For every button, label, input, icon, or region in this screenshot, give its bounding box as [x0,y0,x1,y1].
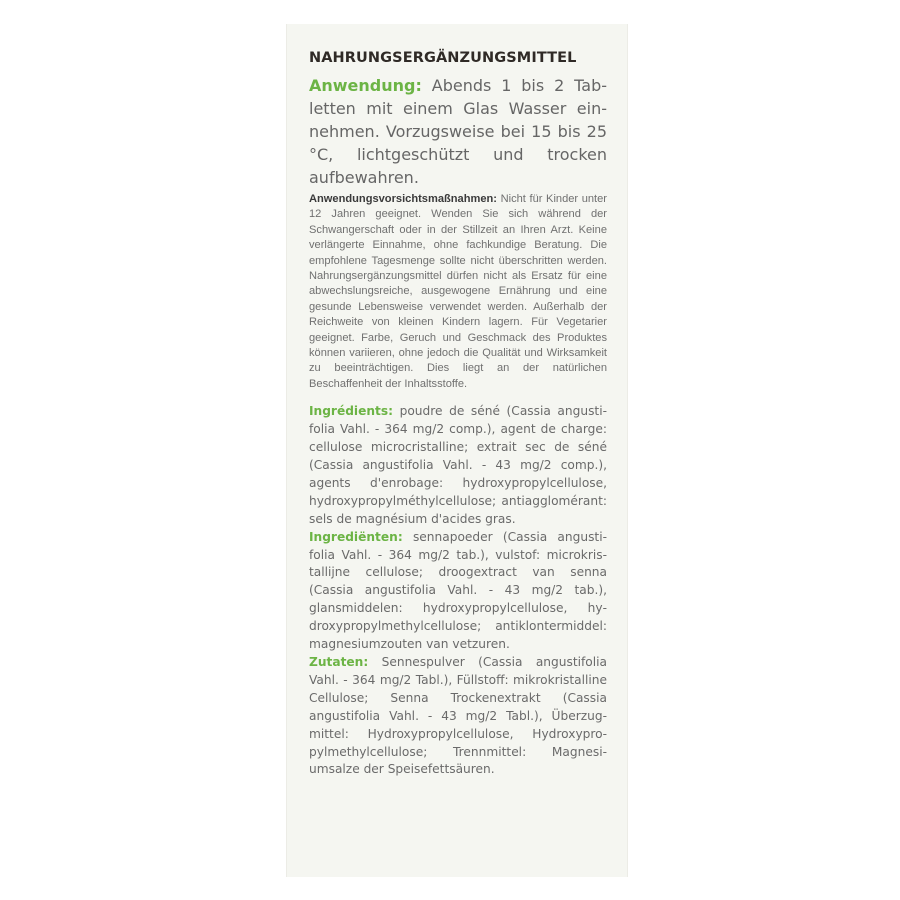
label-content [309,46,607,779]
usage-text: Abends 1 bis 2 Tabletten mit einem Glas Wasser einnehmen. Vorzugsweise bei 15 bis 25 °C, lichtgeschützt und trocken aufbewahren. [309,76,607,187]
precautions-text: Nicht für Kinder unter 12 Jahren geeignet. Wenden Sie sich während der Schwangerschaft oder in der Stillzeit an Ihren Arzt. Keine verlängerte Einnahme, ohne fachkundige Beratung. Die empfohlene Tagesmenge sollte nicht überschritten werden. Nahrungsergänzungsmittel dürfen nicht als Ersatz für eine abwechslungsreiche, ausgewogene Ernährung und eine gesunde Lebensweise verwendet werden. Außerhalb der Reichweite von kleinen Kindern lagern. Für Vegetarier geeignet. Farbe, Geruch und Geschmack des Produktes können variieren, ohne jedoch die Qualität und Wirksamkeit zu beeinträchtigen. Dies liegt an der natürlichen Beschaffenheit der Inhaltsstoffe. [309,193,607,390]
ingredients-de-paragraph [309,654,607,779]
ingredients-fr-paragraph [309,403,607,528]
usage-paragraph [309,74,607,189]
product-category-title: NAHRUNGSERGÄNZUNGSMITTEL [309,50,577,66]
ingredients-nl-label: Ingrediënten: [309,529,403,544]
ingredients-nl-text: sennapoeder (Cassia angustifolia Vahl. - 364 mg/2 tab.), vulstof: microkristallijne cellulose; droogextract van senna (Cassia angustifolia Vahl. - 43 mg/2 tab.), glansmiddelen: hydroxypropylcellulose, hydroxypropylmethylcellulose; antiklontermiddel: magnesiumzouten van vetzuren. [309,529,607,652]
usage-label: Anwendung: [309,76,422,95]
ingredients-de-text: Sennespulver (Cassia angustifolia Vahl. - 364 mg/2 Tabl.), Füllstoff: mikrokristalline Cellulose; Senna Trockenextrakt (Cassia angustifolia Vahl. - 43 mg/2 Tabl.), Überzugmittel: Hydroxypropylcellulose, Hydroxypropylmethylcellulose; Trennmittel: Magnesiumsalze der Speisefettsäuren. [309,654,607,777]
precautions-label: Anwendungsvorsichtsmaßnahmen: [309,193,498,205]
ingredients-fr-text: poudre de séné (Cassia angustifolia Vahl. - 364 mg/2 comp.), agent de charge: cellulose microcristalline; extrait sec de séné (Cassia angustifolia Vahl. - 43 mg/2 comp.), agents d'enrobage: hydroxypropylcellulose, hydroxypropylméthylcellulose; antiagglomérant: sels de magnésium d'acides gras. [309,404,607,526]
precautions-paragraph [309,192,607,392]
ingredients-fr-label: Ingrédients: [309,404,394,419]
label-panel [286,24,628,877]
ingredients-nl-paragraph [309,529,607,654]
ingredients-de-label: Zutaten: [309,654,369,669]
